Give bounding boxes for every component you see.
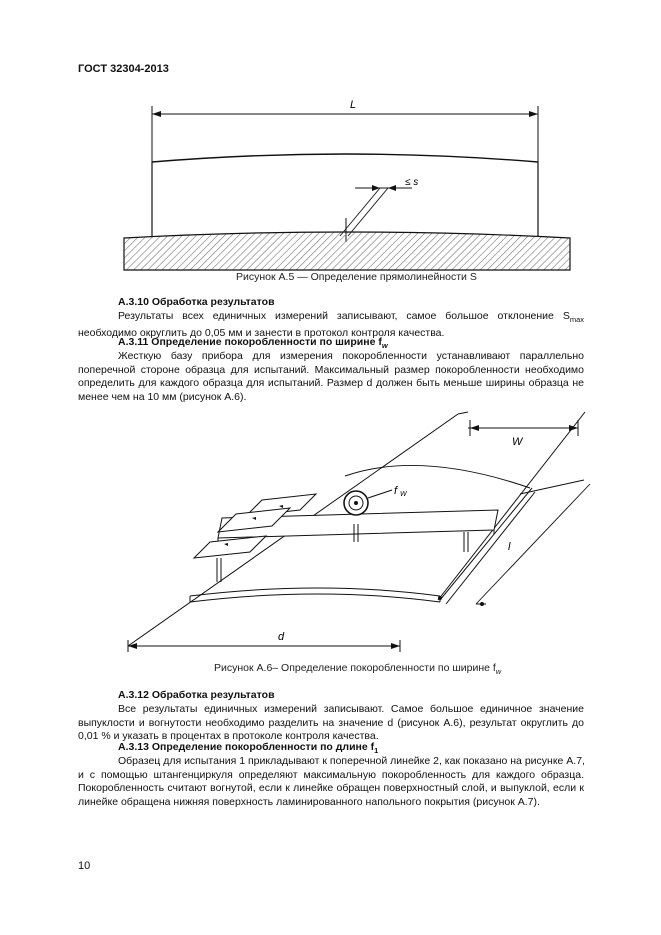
paragraph-line: Покоробленность считают вогнутой, если к линейке обращен поверхностный слой, и выпуклой, если к	[78, 782, 584, 795]
figure-a5-straightness-diagram	[0, 90, 661, 275]
caption-subscript: w	[495, 667, 502, 677]
heading-subscript: 1	[374, 746, 379, 756]
caption-text: Рисунок А.6– Определение покоробленности по ширине f	[214, 662, 496, 674]
section-a311-text	[78, 350, 584, 404]
paragraph-line: Все результаты единичных измерений записывают. Самое большое единичное значение	[118, 703, 584, 715]
paragraph-line: и с помощью штангенциркуля определяют максимальную покоробленность для каждого образца.	[78, 768, 584, 781]
subscript-max: max	[569, 315, 584, 325]
dimension-l-label: l	[508, 541, 511, 553]
warpage-fw-label: f	[394, 485, 398, 497]
tolerance-s-label: ≤ s	[405, 177, 419, 188]
dimension-L-label: L	[350, 99, 357, 111]
section-a313-text	[78, 755, 584, 809]
warpage-fw-subscript: W	[400, 491, 407, 498]
figure-a6-caption	[214, 662, 501, 676]
standard-number: ГОСТ 32304-2013	[78, 63, 169, 75]
heading-subscript: w	[381, 341, 388, 351]
paragraph-line: необходимо округлить до 0,05 мм и занести в протокол контроля качества.	[78, 326, 445, 339]
section-a312-text	[78, 703, 584, 744]
paragraph-line: Жесткую базу прибора для измерения покоробленности устанавливают параллельно	[118, 350, 584, 362]
paragraph-line: 0,01 % и указать в процентах в протоколе контроля качества.	[78, 730, 379, 743]
page-number: 10	[78, 860, 91, 872]
paragraph-line	[78, 310, 584, 327]
paragraph-line: определить для каждого образца для испытаний. Размер d должен быть меньше ширины образца не	[78, 377, 584, 390]
line-text: Результаты всех единичных измерений записывают, самое большое отклонение S	[118, 310, 570, 322]
paragraph-line: выпуклости и вогнутости необходимо разделить на значение d (рисунок А.6), результат округлить до	[78, 716, 584, 729]
figure-a5-caption: Рисунок А.5 — Определение прямолинейности S	[236, 271, 477, 283]
paragraph-line: менее чем на 10 мм (рисунок А.6).	[78, 390, 247, 403]
paragraph-line: поперечной стороне образца для испытаний. Максимальный размер покоробленности необходимо	[78, 363, 584, 376]
dimension-W-label: W	[512, 436, 523, 448]
heading-text: А.3.13 Определение покоробленности по длине f	[118, 741, 375, 753]
section-a313-heading	[118, 741, 378, 755]
section-a312-heading: А.3.12 Обработка результатов	[118, 689, 275, 701]
section-a311-heading	[118, 336, 388, 350]
dimension-d-label: d	[278, 631, 285, 643]
heading-text: А.3.11 Определение покоробленности по ширине f	[118, 336, 382, 348]
section-a310-heading: А.3.10 Обработка результатов	[118, 296, 275, 308]
paragraph-line: линейке обращена нижняя поверхность ламинированного напольного покрытия (рисунок А.7).	[78, 795, 540, 808]
paragraph-line: Образец для испытания 1 прикладывают к поперечной линейке 2, как показано на рисунке А.7,	[118, 755, 585, 767]
figure-a6-width-warpage-diagram	[0, 400, 661, 655]
